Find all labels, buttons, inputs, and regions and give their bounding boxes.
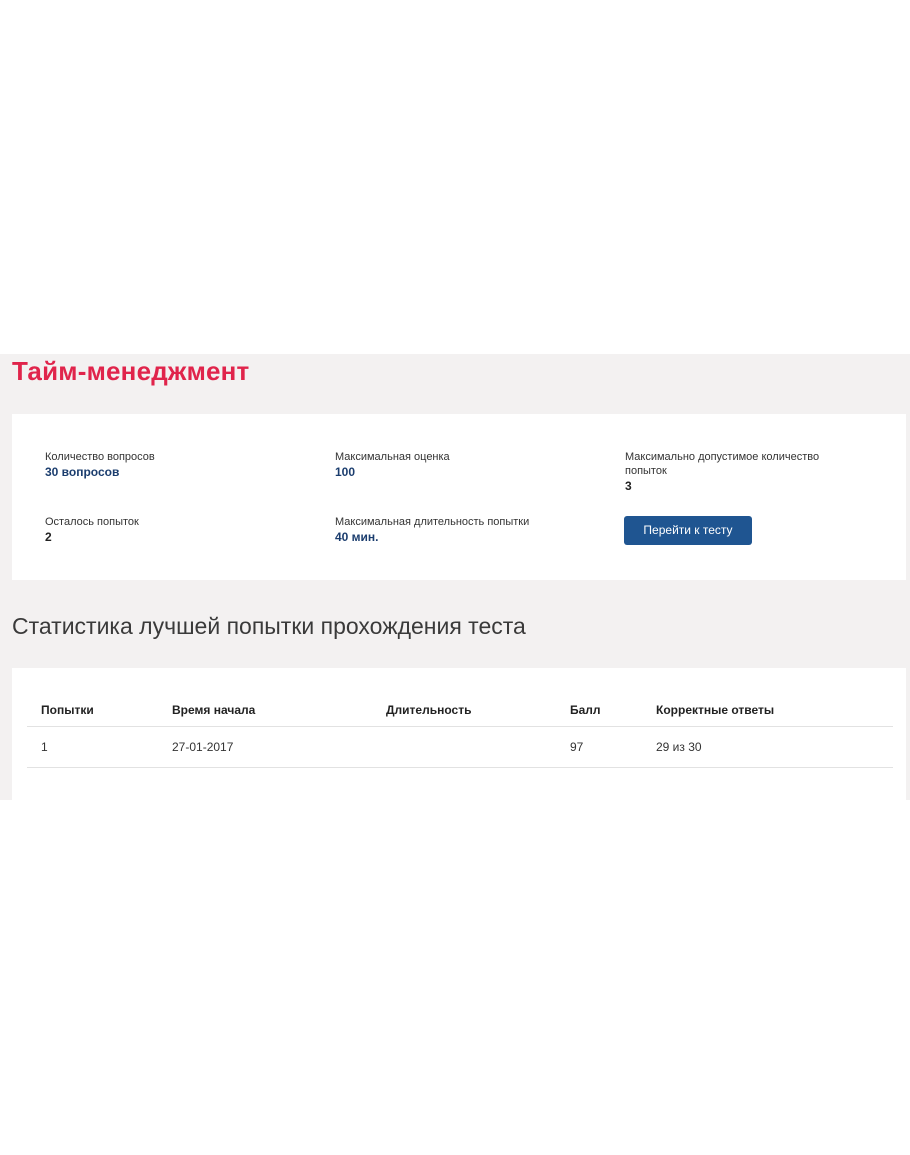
questions-count-block <box>45 450 305 481</box>
cell-attempt-number: 1 <box>27 727 158 768</box>
attempts-left-value: 2 <box>45 530 52 544</box>
test-info-card <box>12 414 906 580</box>
max-duration-label: Максимальная длительность попытки <box>335 516 530 528</box>
cell-start-time: 27-01-2017 <box>158 727 372 768</box>
column-header-attempts: Попытки <box>27 694 158 727</box>
max-score-block <box>335 450 595 481</box>
stats-section-title: Статистика лучшей попытки прохождения теста <box>12 613 526 639</box>
max-attempts-block <box>625 450 845 495</box>
attempts-left-label: Осталось попыток <box>45 516 139 528</box>
column-header-start-time: Время начала <box>158 694 372 727</box>
attempts-left-block <box>45 515 305 546</box>
max-duration-value: 40 мин. <box>335 530 379 544</box>
max-score-label: Максимальная оценка <box>335 451 450 463</box>
column-header-duration: Длительность <box>372 694 556 727</box>
page-title: Тайм-менеджмент <box>12 356 250 386</box>
questions-count-label: Количество вопросов <box>45 451 155 463</box>
questions-count-value: 30 вопросов <box>45 465 120 479</box>
stats-card <box>12 668 906 800</box>
column-header-score: Балл <box>556 694 642 727</box>
cell-correct-answers: 29 из 30 <box>642 727 893 768</box>
table-row <box>27 727 893 768</box>
stats-table <box>27 694 893 768</box>
cell-duration <box>372 727 556 768</box>
max-score-value: 100 <box>335 465 356 479</box>
table-header-row <box>27 694 893 727</box>
column-header-correct-answers: Корректные ответы <box>642 694 893 727</box>
max-attempts-label: Максимально допустимое количество попыток <box>625 451 820 477</box>
max-duration-block <box>335 515 595 546</box>
screenshot-area <box>0 354 910 800</box>
max-attempts-value: 3 <box>625 479 632 493</box>
cell-score: 97 <box>556 727 642 768</box>
go-to-test-button[interactable]: Перейти к тесту <box>624 516 752 545</box>
